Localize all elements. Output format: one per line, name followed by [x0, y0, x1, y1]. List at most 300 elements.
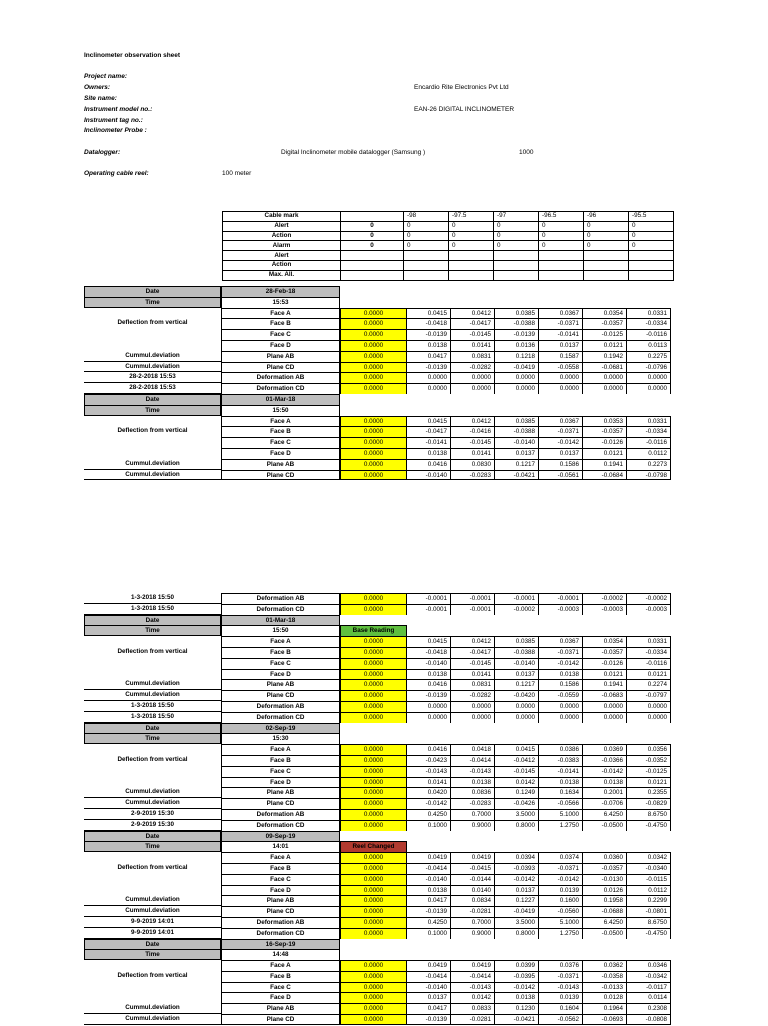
row-label: [84, 766, 221, 777]
reading-value: 0.0000: [627, 372, 671, 383]
cable-table-label: Action: [223, 260, 341, 270]
cable-table-cell: 0: [629, 241, 674, 251]
row-item: Face C: [221, 329, 340, 340]
reading-value: 0.0000: [407, 372, 451, 383]
reading-value: -0.0130: [583, 874, 627, 885]
row-item: 16-Sep-19: [221, 939, 340, 950]
reading-value: 0.2274: [627, 679, 671, 690]
reading-value: 8.6750: [627, 809, 671, 820]
reading-value: 0.0369: [583, 744, 627, 755]
reading-value: 5.1000: [539, 809, 583, 820]
reading-value: 0.0121: [627, 777, 671, 788]
reading-value: -0.0116: [627, 329, 671, 340]
reference-value: 0.0000: [340, 426, 407, 437]
row-item: Deformation CD: [221, 820, 340, 831]
row-label: 2-9-2019 15:30: [84, 809, 221, 820]
reading-value: 0.9000: [451, 820, 495, 831]
reading-value: 0.0137: [495, 885, 539, 896]
cable-table-label: Action: [223, 231, 341, 241]
cable-table-cell: [629, 260, 674, 270]
reading-value: 0.0141: [451, 669, 495, 680]
reading-value: -0.0142: [539, 658, 583, 669]
reading-value: 0.1000: [407, 928, 451, 939]
reading-value: 0.7000: [451, 917, 495, 928]
reading-value: 0.0113: [627, 340, 671, 351]
row-item: Deformation CD: [221, 383, 340, 394]
row-label: [84, 992, 221, 1003]
reading-value: 0.0138: [451, 777, 495, 788]
reading-value: -0.0426: [495, 798, 539, 809]
reading-value: 0.0417: [407, 1003, 451, 1014]
reading-value: 0.0346: [627, 960, 671, 971]
reference-value: 0.0000: [340, 448, 407, 459]
reading-value: -0.0334: [627, 647, 671, 658]
reading-value: -0.0358: [583, 971, 627, 982]
reading-value: -0.0566: [539, 798, 583, 809]
cable-table-cell: [539, 270, 584, 280]
reference-value: 0.0000: [340, 1003, 407, 1014]
cable-table-row: [223, 212, 674, 222]
cable-table-cell: 0: [494, 221, 539, 231]
row-item: Deformation AB: [221, 593, 340, 604]
reference-value: 0.0000: [340, 593, 407, 604]
reading-value: -0.0395: [495, 971, 539, 982]
row-item: Face B: [221, 426, 340, 437]
row-label: [84, 852, 221, 863]
reading-value: 0.0415: [407, 416, 451, 427]
reading-value: 0.0385: [495, 416, 539, 427]
row-item: Deformation AB: [221, 917, 340, 928]
reading-value: -0.0371: [539, 647, 583, 658]
row-item: Deformation CD: [221, 604, 340, 615]
reading-value: -0.0125: [627, 766, 671, 777]
reading-value: 0.0418: [451, 744, 495, 755]
reading-value: 5.1000: [539, 917, 583, 928]
row-item: Plane CD: [221, 470, 340, 481]
row-label: Cummul.deviation: [84, 470, 221, 481]
reading-value: 0.4250: [407, 809, 451, 820]
row-item: 15:50: [221, 405, 340, 416]
reading-value: -0.0357: [583, 863, 627, 874]
cable-table-cell: [404, 270, 449, 280]
reading-value: -0.0143: [539, 982, 583, 993]
row-item: Plane CD: [221, 906, 340, 917]
reading-value: 0.0367: [539, 636, 583, 647]
cable-table-cell: [341, 270, 404, 280]
cable-table-cell: 0: [449, 231, 494, 241]
reading-value: 0.0000: [583, 383, 627, 394]
reading-value: -0.0334: [627, 318, 671, 329]
reference-value: 0.0000: [340, 604, 407, 615]
reading-value: -0.0139: [407, 329, 451, 340]
reading-value: -0.0415: [451, 863, 495, 874]
cable-table-cell: [341, 212, 404, 222]
row-label: 1-3-2018 15:50: [84, 712, 221, 723]
reading-value: 0.0399: [495, 960, 539, 971]
cable-table-row: [223, 270, 674, 280]
reading-value: -0.0562: [539, 1014, 583, 1025]
reading-value: 0.0000: [539, 383, 583, 394]
row-label: Date: [84, 394, 221, 405]
reading-value: -0.0706: [583, 798, 627, 809]
row-label: [84, 340, 221, 351]
reading-value: -0.0388: [495, 318, 539, 329]
reading-value: 3.5000: [495, 917, 539, 928]
reading-value: -0.0417: [451, 318, 495, 329]
reading-value: -0.0002: [495, 604, 539, 615]
reading-value: 0.0138: [407, 885, 451, 896]
reading-value: 0.0000: [407, 712, 451, 723]
datalogger-value: Digital Inclinometer mobile datalogger (Samsung ): [281, 149, 426, 156]
row-item: Face A: [221, 960, 340, 971]
reading-value: 0.2275: [627, 351, 671, 362]
cable-table-cell: 0: [584, 221, 629, 231]
row-label: [84, 448, 221, 459]
reading-value: 0.0412: [451, 308, 495, 319]
cable-table-cell: [494, 260, 539, 270]
row-item: 01-Mar-18: [221, 394, 340, 405]
reading-value: 0.2001: [583, 787, 627, 798]
reading-value: 0.0121: [583, 448, 627, 459]
reading-value: -0.0357: [583, 426, 627, 437]
reading-value: -0.0139: [407, 906, 451, 917]
reading-value: 0.0138: [495, 992, 539, 1003]
reading-value: -0.0142: [407, 798, 451, 809]
row-label: [84, 669, 221, 680]
row-item: Face D: [221, 340, 340, 351]
reading-value: -0.0371: [539, 426, 583, 437]
row-label: Time: [84, 733, 221, 744]
reading-value: 0.0412: [451, 636, 495, 647]
reference-value: 0.0000: [340, 960, 407, 971]
reading-value: -0.0143: [451, 982, 495, 993]
row-item: Face B: [221, 863, 340, 874]
reference-value: 0.0000: [340, 712, 407, 723]
reading-value: 0.0138: [407, 448, 451, 459]
reading-value: -0.0388: [495, 647, 539, 658]
reference-value: 0.0000: [340, 744, 407, 755]
reading-value: -0.0140: [407, 874, 451, 885]
cable-table-row: [223, 241, 674, 251]
row-label: 28-2-2018 15:53: [84, 383, 221, 394]
reading-value: 0.0419: [451, 852, 495, 863]
reference-value: 0.0000: [340, 647, 407, 658]
reading-value: -0.0126: [583, 658, 627, 669]
reading-value: 0.0112: [627, 885, 671, 896]
reference-value: 0.0000: [340, 658, 407, 669]
reading-value: 0.0415: [407, 636, 451, 647]
reading-value: 0.2273: [627, 459, 671, 470]
reading-value: 0.1964: [583, 1003, 627, 1014]
reading-value: 0.1941: [583, 459, 627, 470]
row-label: Cummul.deviation: [84, 787, 221, 798]
reading-value: 0.1600: [539, 895, 583, 906]
cable-table-cell: -97.5: [449, 212, 494, 222]
reading-value: -0.0141: [407, 437, 451, 448]
row-label: 28-2-2018 15:53: [84, 372, 221, 383]
reading-value: 0.0376: [539, 960, 583, 971]
row-label: Cummul.deviation: [84, 1003, 221, 1014]
reading-value: -0.0371: [539, 971, 583, 982]
reading-value: -0.0281: [451, 906, 495, 917]
reading-value: -0.0560: [539, 906, 583, 917]
cable-table-cell: 0: [494, 241, 539, 251]
reading-value: 0.0386: [539, 744, 583, 755]
row-label: [84, 982, 221, 993]
reading-value: 0.0139: [539, 885, 583, 896]
reading-value: -0.0342: [627, 971, 671, 982]
cable-table-cell: 0: [494, 231, 539, 241]
row-label: Deflection from vertical: [117, 863, 188, 871]
reference-value: 0.0000: [340, 308, 407, 319]
reading-value: -0.0829: [627, 798, 671, 809]
row-label: Cummul.deviation: [84, 1014, 221, 1025]
reading-value: 0.0385: [495, 636, 539, 647]
reading-value: 0.0000: [495, 712, 539, 723]
reference-value: 0.0000: [340, 809, 407, 820]
row-label: [84, 744, 221, 755]
reading-value: 0.0419: [407, 852, 451, 863]
reference-value: 0.0000: [340, 874, 407, 885]
reading-value: 0.0000: [539, 372, 583, 383]
reading-value: 0.0142: [451, 992, 495, 1003]
cable-table-cell: [494, 251, 539, 261]
reading-value: -0.0117: [627, 982, 671, 993]
reading-value: -0.0001: [539, 593, 583, 604]
row-item: Plane AB: [221, 459, 340, 470]
reading-value: -0.0340: [627, 863, 671, 874]
cable-table-cell: 0: [629, 221, 674, 231]
reading-value: -0.0140: [407, 982, 451, 993]
reading-value: 0.1587: [539, 351, 583, 362]
reading-value: 0.0415: [407, 308, 451, 319]
reading-value: 0.0831: [451, 351, 495, 362]
reading-value: -0.0352: [627, 755, 671, 766]
row-item: 15:30: [221, 733, 340, 744]
reading-value: -0.0001: [407, 604, 451, 615]
reading-value: -0.0002: [627, 593, 671, 604]
row-label: [84, 960, 221, 971]
reading-value: 0.0342: [627, 852, 671, 863]
row-label: 9-9-2019 14:01: [84, 917, 221, 928]
reading-value: 0.0354: [583, 308, 627, 319]
row-item: 28-Feb-18: [221, 286, 340, 297]
reading-value: 0.1586: [539, 679, 583, 690]
reading-value: -0.0145: [451, 437, 495, 448]
reading-value: -0.0145: [451, 658, 495, 669]
reading-value: 0.0137: [495, 669, 539, 680]
reading-value: 0.0000: [407, 383, 451, 394]
cable-table-cell: [449, 251, 494, 261]
reading-value: 0.0000: [495, 383, 539, 394]
reading-value: -0.0143: [407, 766, 451, 777]
reading-value: 0.8000: [495, 928, 539, 939]
datalogger-number: 1000: [519, 149, 534, 156]
reading-value: -0.0283: [451, 798, 495, 809]
reading-value: -0.0125: [583, 329, 627, 340]
reading-value: 0.0000: [539, 712, 583, 723]
reading-value: -0.0145: [451, 329, 495, 340]
reading-value: 0.0000: [583, 372, 627, 383]
reading-value: 0.7000: [451, 809, 495, 820]
reading-value: 0.0394: [495, 852, 539, 863]
reading-value: 0.0137: [407, 992, 451, 1003]
reference-value: 0.0000: [340, 416, 407, 427]
reading-value: -0.0559: [539, 690, 583, 701]
reading-value: -0.0418: [407, 318, 451, 329]
row-item: 09-Sep-19: [221, 831, 340, 842]
reference-value: 0.0000: [340, 459, 407, 470]
reading-value: 1.2750: [539, 928, 583, 939]
reference-value: 0.0000: [340, 329, 407, 340]
reading-value: 0.0416: [407, 679, 451, 690]
reading-value: 6.4250: [583, 809, 627, 820]
reading-value: 0.0137: [495, 448, 539, 459]
reference-value: 0.0000: [340, 820, 407, 831]
cable-table-cell: 0: [404, 221, 449, 231]
cable-table-cell: 0: [404, 241, 449, 251]
reading-value: 0.0141: [451, 448, 495, 459]
cable-table-cell: [449, 260, 494, 270]
inclinometer-probe-label: Inclinometer Probe :: [84, 127, 147, 134]
cable-table-cell: 0: [341, 221, 404, 231]
reading-value: -0.0139: [495, 329, 539, 340]
reading-value: -0.0139: [407, 362, 451, 373]
row-label: [84, 777, 221, 788]
cable-table-cell: 0: [341, 231, 404, 241]
row-label: 1-3-2018 15:50: [84, 604, 221, 615]
cable-table-row: [223, 251, 674, 261]
row-item: Deformation AB: [221, 372, 340, 383]
reading-value: -0.0417: [451, 647, 495, 658]
reading-value: 0.0000: [407, 701, 451, 712]
reading-value: 0.0138: [539, 669, 583, 680]
reading-value: 0.0142: [495, 777, 539, 788]
reading-value: 1.2750: [539, 820, 583, 831]
row-item: Face B: [221, 971, 340, 982]
reading-value: 0.1941: [583, 679, 627, 690]
cable-table-cell: -95.5: [629, 212, 674, 222]
reading-value: -0.0140: [495, 437, 539, 448]
reading-value: 0.1218: [495, 351, 539, 362]
reading-value: -0.0142: [495, 874, 539, 885]
reading-value: -0.0796: [627, 362, 671, 373]
reading-value: -0.0371: [539, 863, 583, 874]
cable-table-cell: [629, 251, 674, 261]
reference-value: 0.0000: [340, 917, 407, 928]
row-label: Cummul.deviation: [84, 679, 221, 690]
reading-value: -0.0393: [495, 863, 539, 874]
reading-value: 0.0000: [451, 701, 495, 712]
reading-value: 0.0830: [451, 459, 495, 470]
row-label: [84, 329, 221, 340]
reading-value: -0.0140: [407, 658, 451, 669]
row-label: Cummul.deviation: [84, 798, 221, 809]
reading-value: -0.0283: [451, 470, 495, 481]
reel-changed-badge: Reel Changed: [340, 841, 407, 852]
reading-value: -0.0003: [583, 604, 627, 615]
reading-value: 0.2299: [627, 895, 671, 906]
reading-value: 0.0356: [627, 744, 671, 755]
reading-value: 0.0136: [495, 340, 539, 351]
reference-value: 0.0000: [340, 928, 407, 939]
reference-value: 0.0000: [340, 852, 407, 863]
row-item: 15:53: [221, 297, 340, 308]
reading-value: -0.0558: [539, 362, 583, 373]
row-item: Plane CD: [221, 1014, 340, 1025]
reading-value: 0.0833: [451, 1003, 495, 1014]
reading-value: 0.2308: [627, 1003, 671, 1014]
reading-value: 0.0141: [407, 777, 451, 788]
cable-table-cell: [584, 270, 629, 280]
reading-value: -0.0002: [583, 593, 627, 604]
reading-value: 0.0138: [407, 340, 451, 351]
row-item: 14:48: [221, 949, 340, 960]
row-item: Face C: [221, 874, 340, 885]
cable-table-cell: [341, 260, 404, 270]
cable-reel-value: 100 meter: [222, 170, 252, 177]
reading-value: -0.0001: [495, 593, 539, 604]
cable-table-cell: [341, 251, 404, 261]
row-item: Face D: [221, 777, 340, 788]
reading-value: -0.0142: [583, 766, 627, 777]
reading-value: -0.0140: [495, 658, 539, 669]
reading-value: -0.0414: [451, 971, 495, 982]
cable-table-cell: [584, 251, 629, 261]
reference-value: 0.0000: [340, 906, 407, 917]
reference-value: 0.0000: [340, 679, 407, 690]
cable-table-cell: [449, 270, 494, 280]
row-label: [84, 658, 221, 669]
cable-table-cell: 0: [584, 231, 629, 241]
reading-value: -0.0357: [583, 647, 627, 658]
reading-value: 0.0000: [451, 383, 495, 394]
row-label: Cummul.deviation: [84, 690, 221, 701]
reading-value: 0.0000: [495, 372, 539, 383]
row-label: [84, 874, 221, 885]
reading-value: 0.1958: [583, 895, 627, 906]
row-item: Face A: [221, 744, 340, 755]
reference-value: 0.0000: [340, 971, 407, 982]
row-item: Face D: [221, 885, 340, 896]
cable-table-cell: 0: [539, 231, 584, 241]
cable-table-label: Max. All.: [223, 270, 341, 280]
reference-value: 0.0000: [340, 992, 407, 1003]
reading-value: -0.0414: [407, 971, 451, 982]
row-item: Plane CD: [221, 362, 340, 373]
row-item: Deformation AB: [221, 701, 340, 712]
row-item: Plane AB: [221, 787, 340, 798]
row-item: 01-Mar-18: [221, 615, 340, 626]
reference-value: 0.0000: [340, 885, 407, 896]
reading-value: 0.1249: [495, 787, 539, 798]
reading-value: 0.0000: [539, 701, 583, 712]
reading-value: -0.0357: [583, 318, 627, 329]
reference-value: 0.0000: [340, 863, 407, 874]
reading-value: 8.6750: [627, 917, 671, 928]
row-item: 02-Sep-19: [221, 723, 340, 734]
cable-mark-table: [222, 211, 674, 281]
reference-value: 0.0000: [340, 701, 407, 712]
reading-value: 0.0416: [407, 459, 451, 470]
reading-value: -0.0683: [583, 690, 627, 701]
reading-value: 0.0360: [583, 852, 627, 863]
reading-value: 0.4250: [407, 917, 451, 928]
row-label: [84, 416, 221, 427]
reading-value: 0.1217: [495, 459, 539, 470]
reading-value: 0.0374: [539, 852, 583, 863]
reading-value: 0.1634: [539, 787, 583, 798]
